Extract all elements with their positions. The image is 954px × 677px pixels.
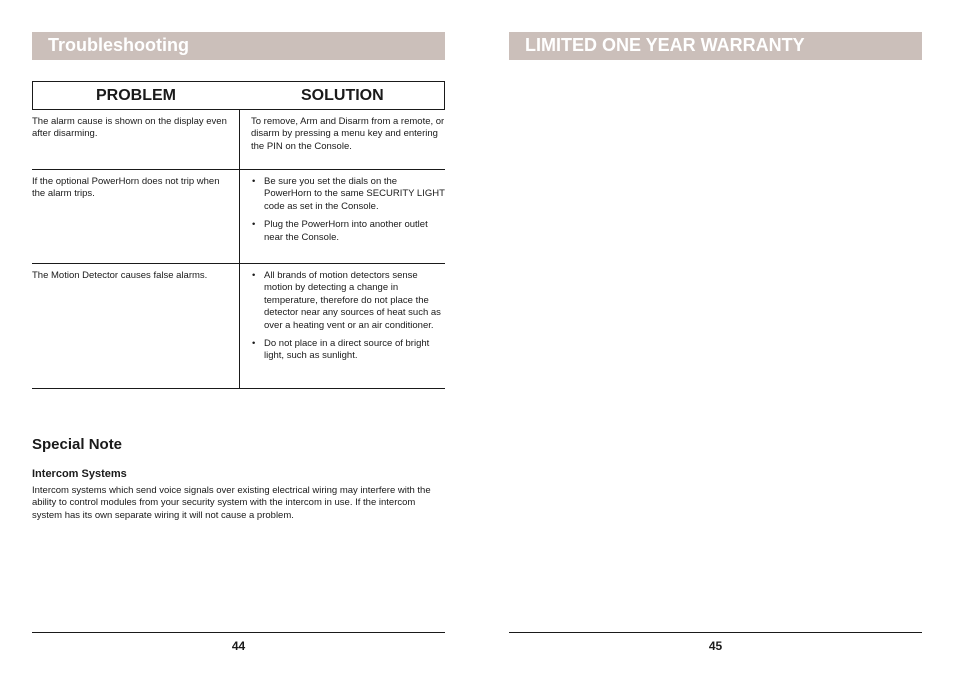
footer-rule [32,632,445,633]
problem-cell: If the optional PowerHorn does not trip when the alarm trips. [32,176,220,199]
header-solution: SOLUTION [301,87,384,104]
solution-cell [251,270,445,369]
problem-cell: The Motion Detector causes false alarms. [32,270,208,281]
page-number: 45 [708,639,723,653]
solution-cell [251,176,445,250]
header-problem: PROBLEM [96,87,176,104]
problem-cell: The alarm cause is shown on the display even after disarming. [32,116,227,139]
page-number: 44 [231,639,246,653]
solution-bullet: • Do not place in a direct source of bright light, such as sunlight. [251,338,445,363]
table-row [32,264,445,389]
special-note-body: Intercom systems which send voice signals over existing electrical wiring may interfere with the ability to control modules from your security system with the intercom in use. If the intercom system has its own separate wiring it will not cause a problem. [32,485,431,521]
table-row [32,110,445,170]
left-page [32,0,445,677]
solution-cell: To remove, Arm and Disarm from a remote, or disarm by pressing a menu key and entering the PIN on the Console. [251,116,445,152]
solution-bullet: • Plug the PowerHorn into another outlet near the Console. [251,219,445,244]
special-note-title: Special Note [32,436,123,453]
troubleshooting-banner: Troubleshooting [32,32,445,60]
table-row [32,170,445,264]
intercom-systems-subtitle: Intercom Systems [32,468,127,480]
solution-bullet: • All brands of motion detectors sense motion by detecting a change in temperature, therefore do not place the detector near any sources of heat such as over a heating vent or an air conditioner. [251,270,445,332]
table-header [32,81,445,110]
column-divider [239,110,240,170]
warranty-banner: LIMITED ONE YEAR WARRANTY [509,32,922,60]
footer-rule [509,632,922,633]
solution-bullet: • Be sure you set the dials on the PowerHorn to the same SECURITY LIGHT code as set in the Console. [251,176,445,213]
right-page [509,0,922,677]
column-divider [239,264,240,389]
column-divider [239,170,240,264]
